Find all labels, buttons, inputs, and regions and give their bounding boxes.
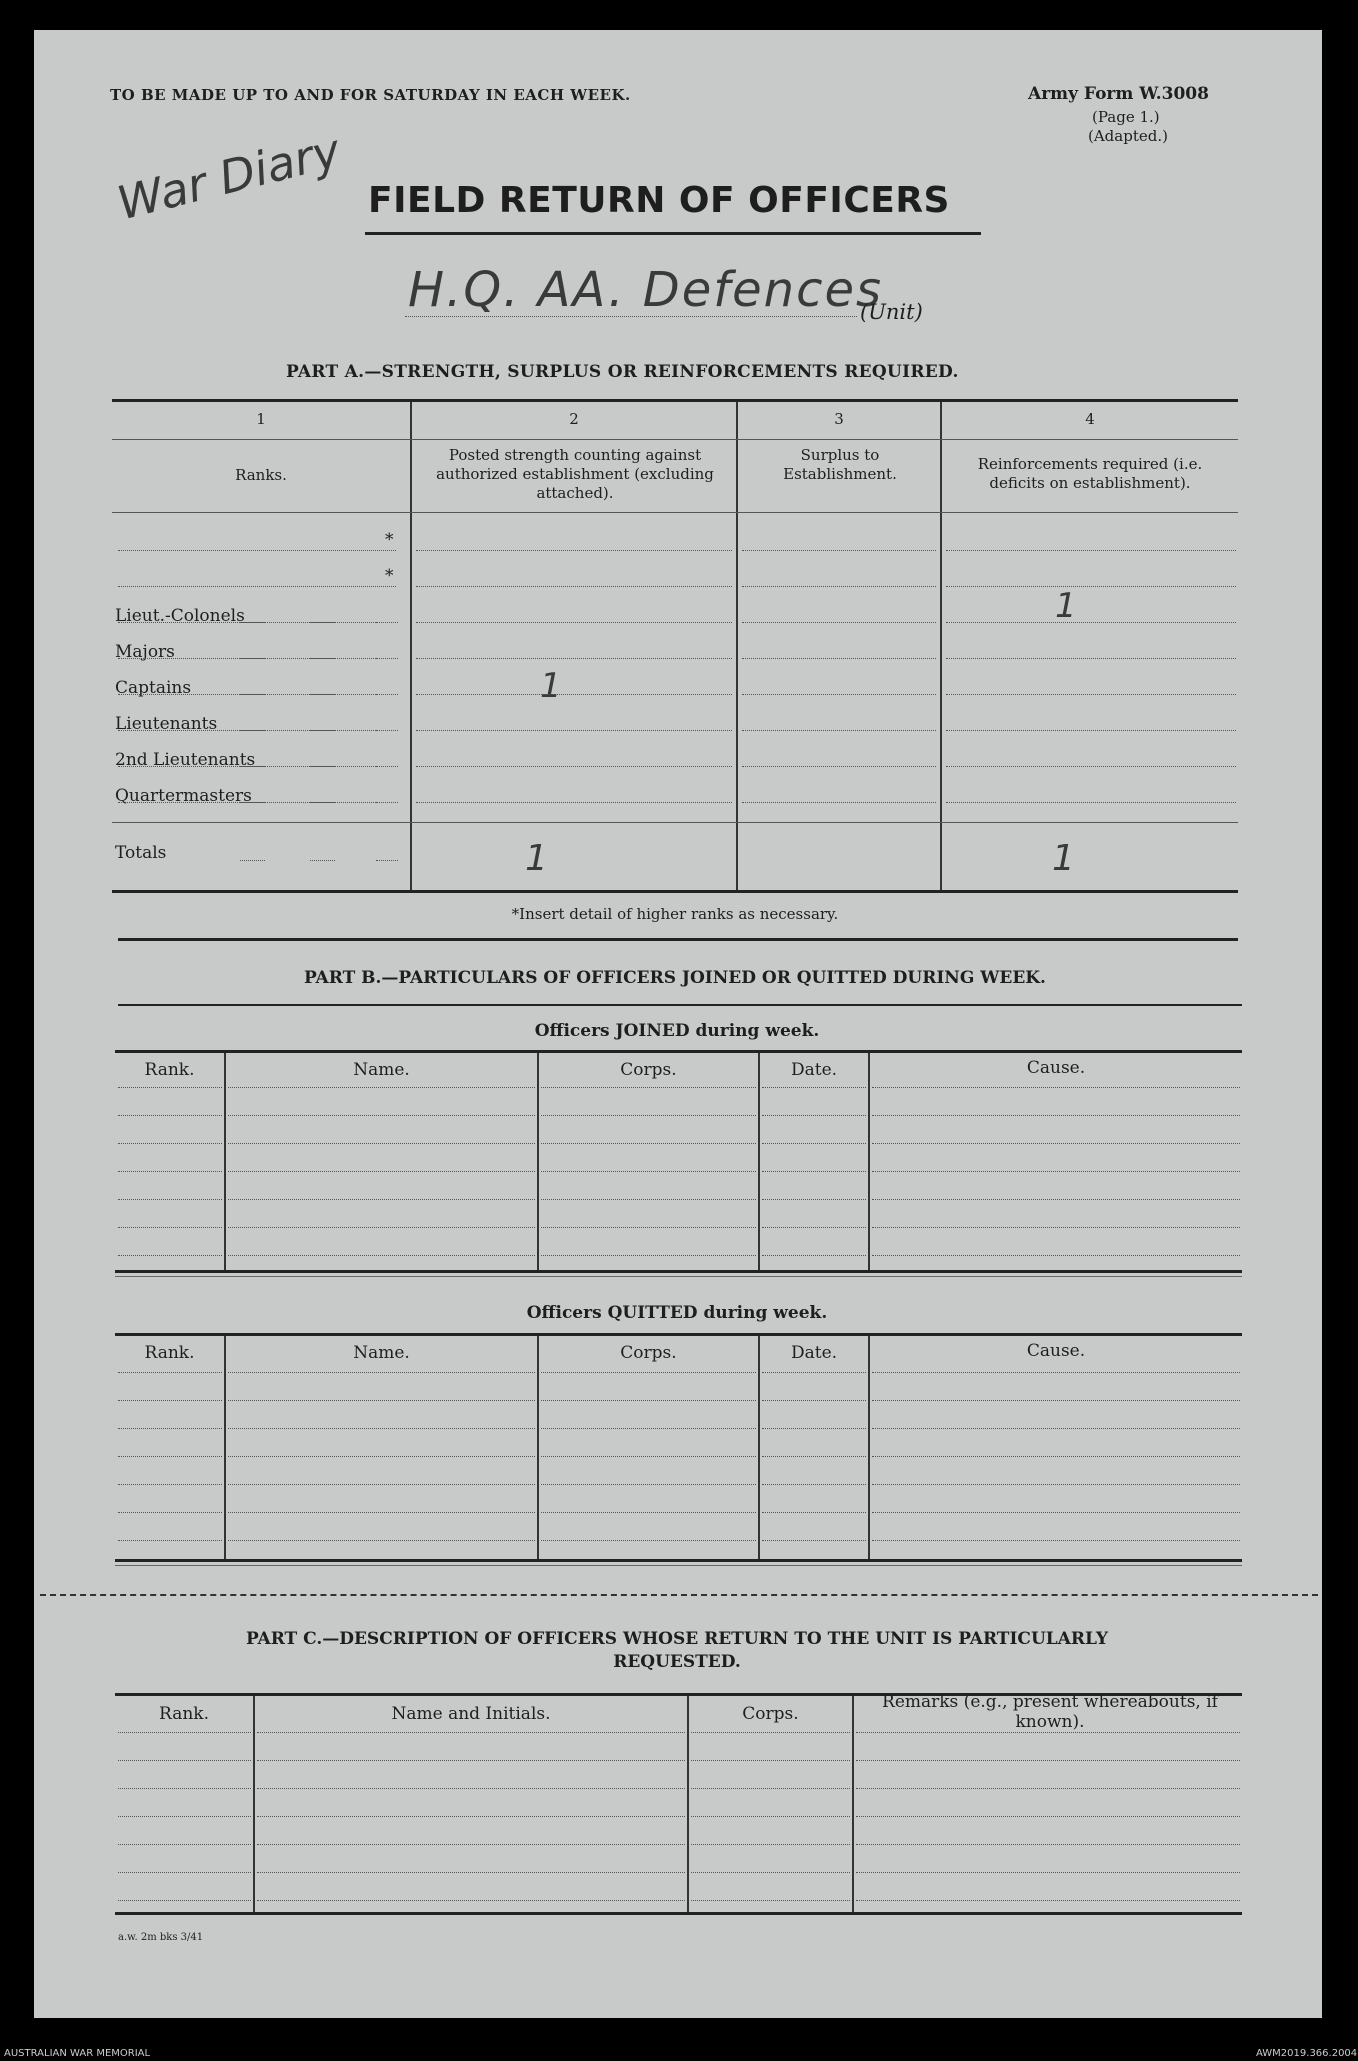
part-c-row-rule-3-0 [118, 1816, 251, 1817]
part-c-row-rule-4-1 [257, 1844, 685, 1845]
quitted-col-date: Date. [790, 1343, 838, 1363]
part-c-row-rule-0-0 [118, 1732, 251, 1733]
part-a-row-rule-5-2 [742, 730, 936, 731]
rank-leader-3-1 [310, 730, 335, 731]
col-header-rule [112, 512, 1238, 513]
rank-leader-0-0 [240, 622, 265, 623]
quitted-row-rule-4-4 [872, 1484, 1240, 1485]
quitted-row-rule-4-2 [541, 1484, 756, 1485]
joined-col-corps: Corps. [620, 1060, 677, 1080]
part-a-end-rule [118, 938, 1238, 941]
instruction-text: TO BE MADE UP TO AND FOR SATURDAY IN EACH WEEK. [110, 86, 631, 104]
joined-row-rule-1-3 [762, 1115, 866, 1116]
joined-row-rule-1-4 [872, 1115, 1240, 1116]
rank-leader-1-2 [376, 658, 398, 659]
hw-totals-reinforcements: 1 [1052, 838, 1075, 879]
joined-row-rule-5-0 [118, 1227, 222, 1228]
col-header-reinforcements: Reinforcements required (i.e. deficits on establishment). [977, 455, 1203, 492]
footer-right: AWM2019.366.2004 [1256, 2048, 1358, 2059]
rank-leader-0-1 [310, 622, 335, 623]
joined-col-date: Date. [790, 1060, 838, 1080]
part-c-divider-3 [852, 1696, 854, 1914]
quitted-row-rule-5-2 [541, 1512, 756, 1513]
quitted-row-rule-5-0 [118, 1512, 222, 1513]
rank-leader-1-0 [240, 658, 265, 659]
part-a-top-rule [112, 399, 1238, 402]
rank-leader-6-2 [376, 860, 398, 861]
part-c-col-corps: Corps. [742, 1704, 799, 1724]
col-number-rule [112, 439, 1238, 440]
hw-captains-posted: 1 [540, 666, 562, 706]
quitted-row-rule-0-2 [541, 1372, 756, 1373]
rank-leader-6-0 [240, 860, 265, 861]
joined-row-rule-1-1 [228, 1115, 535, 1116]
joined-double-rule [115, 1276, 1242, 1277]
quitted-divider-3 [758, 1336, 760, 1560]
part-c-row-rule-1-0 [118, 1760, 251, 1761]
part-c-row-rule-2-3 [856, 1788, 1240, 1789]
joined-row-rule-6-3 [762, 1255, 866, 1256]
part-c-col-remarks: Remarks (e.g., present whereabouts, if known). [882, 1692, 1218, 1732]
quitted-row-rule-1-3 [762, 1400, 866, 1401]
part-c-row-rule-6-3 [856, 1900, 1240, 1901]
joined-row-rule-1-2 [541, 1115, 756, 1116]
part-a-row-rule-1-2 [742, 586, 936, 587]
quitted-row-rule-5-1 [228, 1512, 535, 1513]
joined-row-rule-0-0 [118, 1087, 222, 1088]
part-a-row-rule-4-1 [416, 694, 732, 695]
rank-leader-6-1 [310, 860, 335, 861]
part-b-heading: PART B.—PARTICULARS OF OFFICERS JOINED OR QUITTED DURING WEEK. [304, 968, 1046, 988]
quitted-col-name: Name. [353, 1343, 410, 1363]
joined-row-rule-5-4 [872, 1227, 1240, 1228]
joined-row-rule-4-4 [872, 1199, 1240, 1200]
joined-row-rule-0-3 [762, 1087, 866, 1088]
joined-col-rank: Rank. [144, 1060, 195, 1080]
quitted-divider-2 [537, 1336, 539, 1560]
rank-2nd-lieutenants: 2nd Lieutenants [115, 750, 256, 770]
rank-leader-2-0 [240, 694, 265, 695]
col-number-1: 1 [256, 410, 266, 428]
quitted-row-rule-1-0 [118, 1400, 222, 1401]
hw-totals-posted: 1 [525, 838, 548, 879]
asterisk-2: * [385, 566, 394, 586]
part-a-row-rule-7-2 [742, 802, 936, 803]
joined-row-rule-3-1 [228, 1171, 535, 1172]
joined-row-rule-2-3 [762, 1143, 866, 1144]
rank-leader-0-2 [376, 622, 398, 623]
part-a-row-rule-3-2 [742, 658, 936, 659]
handwritten-unit-name: H.Q. AA. Defences [408, 262, 883, 318]
part-a-divider-1 [410, 402, 412, 892]
quitted-row-rule-2-4 [872, 1428, 1240, 1429]
part-a-divider-2 [736, 402, 738, 892]
quitted-row-rule-3-1 [228, 1456, 535, 1457]
joined-row-rule-0-4 [872, 1087, 1240, 1088]
part-c-row-rule-1-3 [856, 1760, 1240, 1761]
part-c-row-rule-3-2 [691, 1816, 850, 1817]
quitted-divider-4 [868, 1336, 870, 1560]
part-a-row-rule-0-1 [416, 550, 732, 551]
joined-col-name: Name. [353, 1060, 410, 1080]
part-c-heading-line2: REQUESTED. [613, 1652, 741, 1672]
joined-divider-1 [224, 1053, 226, 1271]
rank-leader-3-2 [376, 730, 398, 731]
page-number: (Page 1.) [1092, 108, 1160, 126]
joined-row-rule-6-4 [872, 1255, 1240, 1256]
form-number: Army Form W.3008 [1028, 84, 1209, 104]
print-code: a.w. 2m bks 3/41 [118, 1932, 204, 1943]
quitted-row-rule-5-3 [762, 1512, 866, 1513]
quitted-row-rule-0-1 [228, 1372, 535, 1373]
joined-row-rule-4-2 [541, 1199, 756, 1200]
joined-row-rule-5-2 [541, 1227, 756, 1228]
part-c-row-rule-4-3 [856, 1844, 1240, 1845]
part-a-row-rule-2-2 [742, 622, 936, 623]
joined-row-rule-0-2 [541, 1087, 756, 1088]
part-c-row-rule-3-3 [856, 1816, 1240, 1817]
rank-lieut-colonels: Lieut.-Colonels [115, 606, 245, 626]
rank-leader-2-2 [376, 694, 398, 695]
rank-leader-4-1 [310, 766, 335, 767]
quitted-row-rule-6-3 [762, 1540, 866, 1541]
quitted-divider-1 [224, 1336, 226, 1560]
joined-row-rule-2-1 [228, 1143, 535, 1144]
col-number-4: 4 [1085, 410, 1095, 428]
rank-leader-2-1 [310, 694, 335, 695]
quitted-row-rule-3-4 [872, 1456, 1240, 1457]
quitted-row-rule-6-2 [541, 1540, 756, 1541]
quitted-double-rule [115, 1565, 1242, 1566]
col-header-ranks: Ranks. [235, 466, 287, 484]
rank-leader-5-1 [310, 802, 335, 803]
rank-leader-1-1 [310, 658, 335, 659]
joined-divider-4 [868, 1053, 870, 1271]
joined-row-rule-6-1 [228, 1255, 535, 1256]
quitted-row-rule-4-3 [762, 1484, 866, 1485]
quitted-row-rule-5-4 [872, 1512, 1240, 1513]
rank-leader-5-0 [240, 802, 265, 803]
joined-row-rule-2-0 [118, 1143, 222, 1144]
part-c-row-rule-0-3 [856, 1732, 1240, 1733]
joined-divider-3 [758, 1053, 760, 1271]
unit-label: (Unit) [860, 300, 923, 324]
part-c-row-rule-0-1 [257, 1732, 685, 1733]
quitted-col-cause: Cause. [1026, 1341, 1086, 1361]
part-a-row-rule-6-3 [946, 766, 1236, 767]
quitted-row-rule-2-3 [762, 1428, 866, 1429]
joined-row-rule-5-1 [228, 1227, 535, 1228]
joined-row-rule-4-0 [118, 1199, 222, 1200]
joined-row-rule-6-0 [118, 1255, 222, 1256]
part-c-divider-1 [253, 1696, 255, 1914]
part-a-footnote: *Insert detail of higher ranks as necessary. [511, 905, 839, 923]
quitted-row-rule-2-0 [118, 1428, 222, 1429]
part-c-row-rule-5-0 [118, 1872, 251, 1873]
joined-row-rule-6-2 [541, 1255, 756, 1256]
quitted-bottom-rule [115, 1559, 1242, 1562]
col-header-surplus: Surplus to Establishment. [783, 446, 897, 483]
part-a-row-rule-4-2 [742, 694, 936, 695]
part-a-row-rule-0-3 [946, 550, 1236, 551]
rank-leader-4-2 [376, 766, 398, 767]
part-a-row-rule-2-1 [416, 622, 732, 623]
quitted-row-rule-1-1 [228, 1400, 535, 1401]
adapted-note: (Adapted.) [1088, 127, 1168, 145]
joined-row-rule-3-2 [541, 1171, 756, 1172]
quitted-row-rule-3-3 [762, 1456, 866, 1457]
part-a-row-rule-1-3 [946, 586, 1236, 587]
quitted-row-rule-6-0 [118, 1540, 222, 1541]
quitted-row-rule-3-2 [541, 1456, 756, 1457]
quitted-row-rule-2-2 [541, 1428, 756, 1429]
part-c-row-rule-3-1 [257, 1816, 685, 1817]
handwritten-war-diary: War Diary [112, 123, 346, 231]
part-a-row-rule-4-3 [946, 694, 1236, 695]
totals-separator [112, 822, 1238, 823]
quitted-row-rule-4-0 [118, 1484, 222, 1485]
quitted-col-corps: Corps. [620, 1343, 677, 1363]
part-b-top-rule [118, 1004, 1242, 1006]
part-a-row-rule-6-1 [416, 766, 732, 767]
quitted-row-rule-0-4 [872, 1372, 1240, 1373]
rank-captains: Captains [115, 678, 192, 698]
part-a-row-rule-6-2 [742, 766, 936, 767]
rank-majors: Majors [115, 642, 175, 662]
part-c-row-rule-6-2 [691, 1900, 850, 1901]
rank-lieutenants: Lieutenants [115, 714, 218, 734]
form-title: FIELD RETURN OF OFFICERS [368, 180, 950, 221]
quitted-title: Officers QUITTED during week. [526, 1303, 828, 1323]
part-a-divider-3 [940, 402, 942, 892]
quitted-row-rule-2-1 [228, 1428, 535, 1429]
asterisk-1: * [385, 530, 394, 550]
part-c-row-rule-2-1 [257, 1788, 685, 1789]
part-a-row-rule-5-1 [416, 730, 732, 731]
rank-leader-4-0 [240, 766, 265, 767]
joined-row-rule-2-4 [872, 1143, 1240, 1144]
joined-divider-2 [537, 1053, 539, 1271]
part-c-row-rule-0-2 [691, 1732, 850, 1733]
quitted-row-rule-1-2 [541, 1400, 756, 1401]
part-c-bottom-rule [115, 1912, 1242, 1915]
quitted-row-rule-0-3 [762, 1372, 866, 1373]
quitted-row-rule-3-0 [118, 1456, 222, 1457]
col-number-2: 2 [569, 410, 579, 428]
joined-row-rule-2-2 [541, 1143, 756, 1144]
part-a-heading: PART A.—STRENGTH, SURPLUS OR REINFORCEMENTS REQUIRED. [286, 362, 959, 382]
part-c-row-rule-4-2 [691, 1844, 850, 1845]
part-c-row-rule-5-1 [257, 1872, 685, 1873]
part-a-row-rule-5-3 [946, 730, 1236, 731]
part-a-bottom-rule [112, 890, 1238, 893]
part-a-row-rule-1-0 [118, 586, 396, 587]
joined-row-rule-3-4 [872, 1171, 1240, 1172]
part-c-row-rule-6-0 [118, 1900, 251, 1901]
joined-row-rule-4-3 [762, 1199, 866, 1200]
col-number-3: 3 [834, 410, 844, 428]
joined-title: Officers JOINED during week. [534, 1021, 820, 1041]
joined-row-rule-5-3 [762, 1227, 866, 1228]
joined-row-rule-3-0 [118, 1171, 222, 1172]
joined-bottom-rule [115, 1270, 1242, 1273]
rank-leader-5-2 [376, 802, 398, 803]
part-a-row-rule-3-3 [946, 658, 1236, 659]
part-c-row-rule-4-0 [118, 1844, 251, 1845]
joined-row-rule-4-1 [228, 1199, 535, 1200]
footer-left: AUSTRALIAN WAR MEMORIAL [4, 2048, 151, 2059]
part-c-row-rule-2-0 [118, 1788, 251, 1789]
rank-leader-3-0 [240, 730, 265, 731]
part-a-row-rule-7-3 [946, 802, 1236, 803]
rank-quartermasters: Quartermasters [115, 786, 252, 806]
quitted-col-rank: Rank. [144, 1343, 195, 1363]
part-c-row-rule-1-1 [257, 1760, 685, 1761]
part-a-row-rule-3-1 [416, 658, 732, 659]
part-a-row-rule-0-0 [118, 550, 396, 551]
part-c-col-name: Name and Initials. [391, 1704, 551, 1724]
part-c-row-rule-5-2 [691, 1872, 850, 1873]
part-a-row-rule-2-3 [946, 622, 1236, 623]
quitted-row-rule-0-0 [118, 1372, 222, 1373]
part-c-row-rule-1-2 [691, 1760, 850, 1761]
part-c-row-rule-2-2 [691, 1788, 850, 1789]
totals-label: Totals [115, 843, 167, 863]
quitted-top-rule [115, 1333, 1242, 1336]
joined-top-rule [115, 1050, 1242, 1053]
quitted-row-rule-6-1 [228, 1540, 535, 1541]
part-c-col-rank: Rank. [159, 1704, 209, 1724]
part-c-divider-2 [687, 1696, 689, 1914]
joined-row-rule-3-3 [762, 1171, 866, 1172]
joined-col-cause: Cause. [1026, 1058, 1086, 1078]
title-underline [365, 232, 981, 235]
part-a-row-rule-0-2 [742, 550, 936, 551]
quitted-row-rule-1-4 [872, 1400, 1240, 1401]
quitted-row-rule-6-4 [872, 1540, 1240, 1541]
perforation-line [40, 1594, 1318, 1596]
quitted-row-rule-4-1 [228, 1484, 535, 1485]
part-c-row-rule-6-1 [257, 1900, 685, 1901]
unit-dotted-line [405, 316, 857, 317]
joined-row-rule-0-1 [228, 1087, 535, 1088]
part-a-row-rule-1-1 [416, 586, 732, 587]
part-c-heading-line1: PART C.—DESCRIPTION OF OFFICERS WHOSE RETURN TO THE UNIT IS PARTICULARLY [245, 1629, 1109, 1649]
hw-lieut-colonels-reinforcements: 1 [1055, 586, 1077, 626]
col-header-posted: Posted strength counting against authorized establishment (excluding attached). [436, 446, 714, 502]
part-a-row-rule-7-1 [416, 802, 732, 803]
joined-row-rule-1-0 [118, 1115, 222, 1116]
part-c-row-rule-5-3 [856, 1872, 1240, 1873]
